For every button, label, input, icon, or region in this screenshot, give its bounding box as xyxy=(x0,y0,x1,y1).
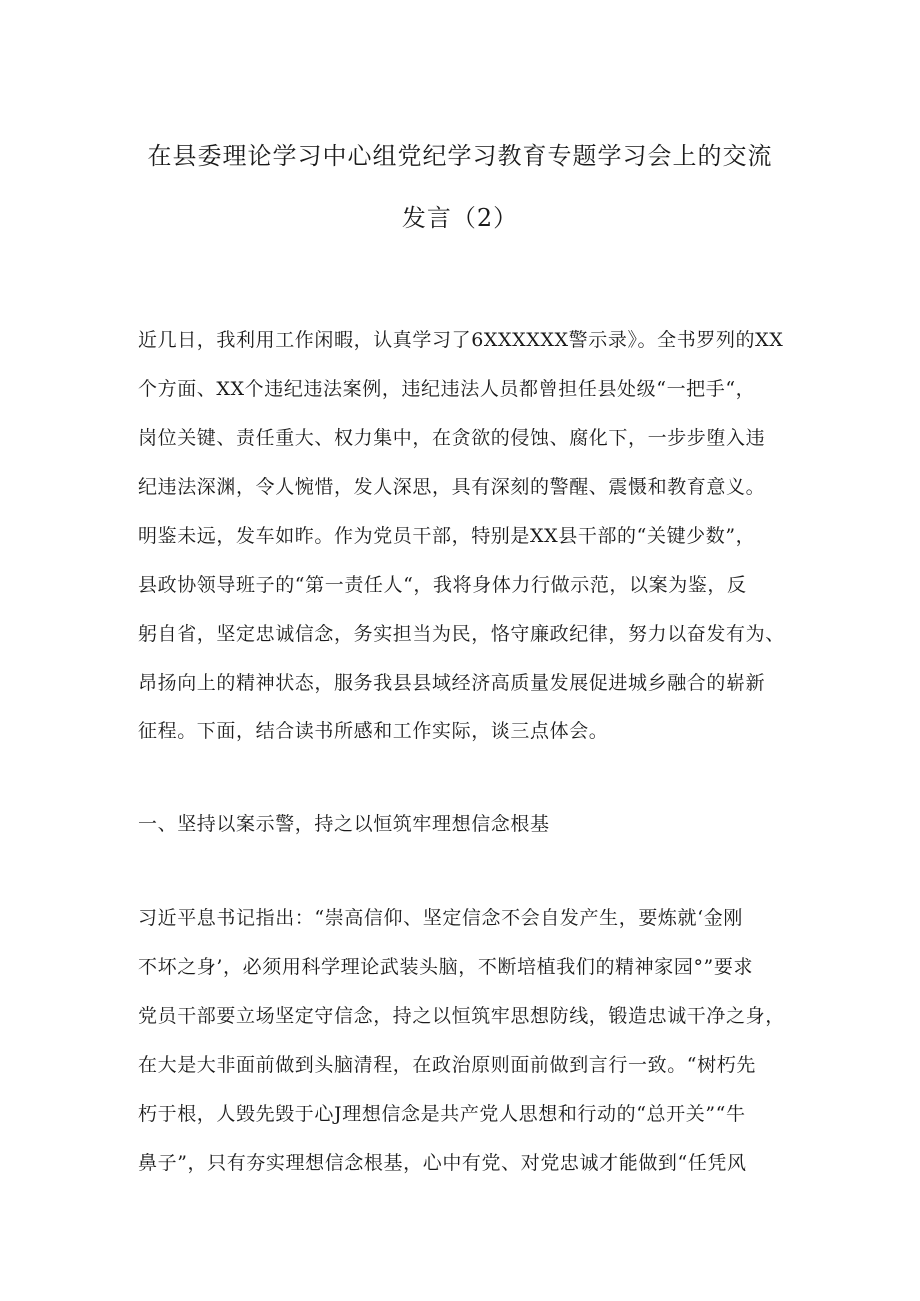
paragraph-line: 个方面、XX个违纪违法案例，违纪违法人员都曾担任县处级“一把手“， xyxy=(138,378,756,400)
section-heading-1: 一、坚持以案示警，持之以恒筑牢理想信念根基 xyxy=(138,813,550,835)
paragraph-line: 征程。下面，结合读书所感和工作实际，谈三点体会。 xyxy=(138,720,609,742)
paragraph-line: 不坏之身’，必须用科学理论武装头脑，不断培植我们的精神家园°”要求 xyxy=(138,956,754,978)
paragraph-line: 朽于根，人毁先毁于心J理想信念是共产党人思想和行动的“总开关”“牛 xyxy=(138,1103,746,1125)
paragraph-line: 习近平息书记指出：“崇高信仰、坚定信念不会自发产生，要炼就‘金刚 xyxy=(138,907,743,929)
paragraph-line: 近几日，我利用工作闲暇，认真学习了6XXXXXX警示录》。全书罗列的XX xyxy=(138,329,784,351)
paragraph-line: 明鉴未远，发车如昨。作为党员干部，特别是XX县干部的“关键少数”， xyxy=(138,525,756,547)
paragraph-line: 纪违法深渊，令人惋惜，发人深思，具有深刻的警醒、震慑和教育意义。 xyxy=(138,476,766,498)
paragraph-line: 躬自省，坚定忠诚信念，务实担当为民，恪守廉政纪律，努力以奋发有为、 xyxy=(138,623,785,645)
document-title-line-1: 在县委理论学习中心组党纪学习教育专题学习会上的交流 xyxy=(147,142,773,170)
paragraph-line: 鼻子”，只有夯实理想信念根基，心中有党、对党忠诚才能做到“任凭风 xyxy=(138,1152,747,1174)
paragraph-line: 在大是大非面前做到头脑清程，在政治原则面前做到言行一致。“树朽先 xyxy=(138,1054,756,1076)
paragraph-line: 昂扬向上的精神状态，服务我县县域经济高质量发展促进城乡融合的崭新 xyxy=(138,672,766,694)
paragraph-line: 党员干部要立场坚定守信念，持之以恒筑牢思想防线，锻造忠诚干净之身， xyxy=(138,1005,785,1027)
paragraph-line: 县政协领导班子的“第一责任人“，我将身体力行做示范，以案为鉴，反 xyxy=(138,574,747,596)
paragraph-line: 岗位关键、责任重大、权力集中，在贪欲的侵蚀、腐化下，一步步堕入违 xyxy=(138,427,766,449)
document-title-line-2: 发言（2） xyxy=(401,204,519,232)
